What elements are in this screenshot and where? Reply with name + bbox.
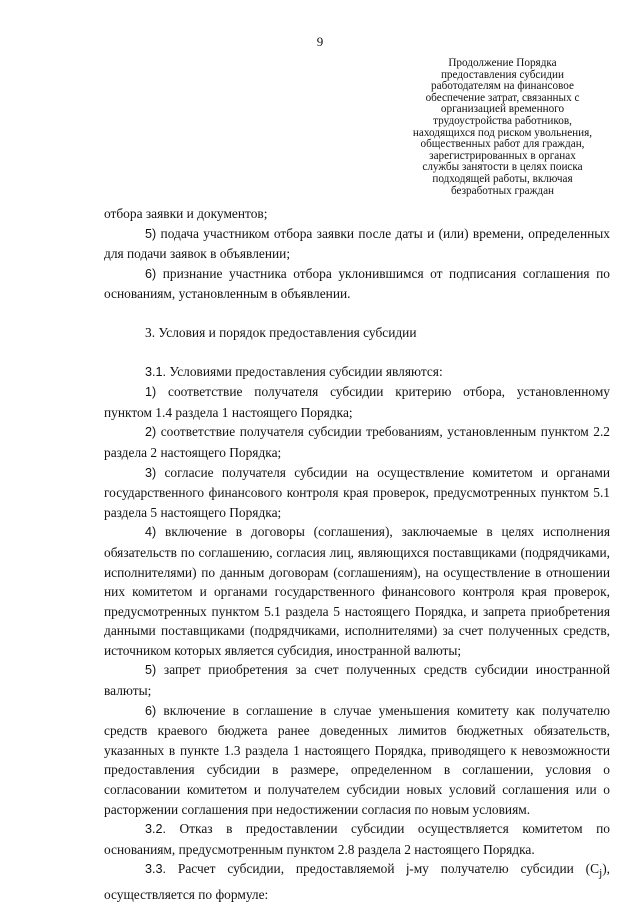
clause-text: -му получателю субсидии (C	[409, 861, 600, 877]
item-number: 4)	[145, 525, 157, 540]
header-line: общественных работ для граждан,	[420, 138, 585, 151]
item-number: 2)	[145, 425, 157, 440]
header-line: подходящей работы, включая	[432, 172, 573, 185]
header-line: работодателям на финансовое	[431, 80, 574, 93]
section-heading-3: 3. Условия и порядок предоставления субсидии	[145, 324, 417, 340]
header-line: организацией временного	[440, 103, 565, 116]
item-number: 3)	[145, 465, 157, 480]
header-line: трудоустройства работников,	[433, 114, 572, 127]
header-line: зарегистрированных в органах	[429, 149, 576, 162]
header-line: предоставления субсидии	[440, 68, 565, 81]
clause-number: 3.1.	[145, 364, 167, 379]
condition-item-6	[104, 701, 610, 820]
item-text: запрет приобретения за счет полученных средств субсидии иностранной валюты;	[104, 662, 610, 699]
header-line: обеспечение затрат, связанных с	[425, 91, 580, 104]
clause-text: Отказ в предоставлении субсидии осуществляется комитетом по основаниям, предусмотренным пунктом 2.8 раздела 2 настоящего Порядка.	[104, 821, 610, 857]
item-number: 1)	[145, 385, 157, 400]
clause-text: Условиями предоставления субсидии являются:	[166, 363, 443, 379]
header-line: Продолжение Порядка	[448, 57, 557, 69]
page-number: 9	[316, 34, 324, 49]
item-text: включение в соглашение в случае уменьшения комитету как получателю средств краевого бюджета ранее доведенных лимитов бюджетных обязательств, указанных в пункте 1.3 раздела 1 настоящего Порядка, приводящего к невозможности предоставления субсидии в размере, определенном в соглашении, условия о согласовании комитетом и получателем субсидии новых условий соглашения или о расторжении соглашения при недостижении согласия по новым условиям.	[104, 702, 610, 817]
item-number: 6)	[145, 266, 157, 281]
item-text: согласие получателя субсидии на осуществление комитетом и органами государственного финансового контроля края проверок, предусмотренных пунктом 5.1 раздела 5 настоящего Порядка;	[104, 464, 610, 520]
item-text: соответствие получателя субсидии критерию отбора, установленному пунктом 1.4 раздела 1 настоящего Порядка;	[104, 384, 610, 420]
item-number: 5)	[145, 226, 157, 241]
condition-item-4	[104, 522, 610, 660]
header-block	[395, 58, 610, 197]
clause-number: 3.3.	[145, 862, 167, 877]
paragraph-text: отбора заявки и документов;	[104, 206, 268, 221]
condition-item-5	[104, 660, 610, 700]
subscript-j: j	[599, 868, 603, 881]
clause-number: 3.2.	[145, 822, 167, 837]
item-text: подача участником отбора заявки после даты и (или) времени, определенных для подачи заявок в объявлении;	[104, 225, 610, 262]
document-body	[104, 204, 610, 904]
condition-item-3	[104, 463, 610, 523]
spacer	[104, 343, 610, 362]
index-j: j	[406, 862, 410, 877]
header-line: находящихся под риском увольнения,	[412, 126, 593, 139]
item-text: включение в договоры (соглашения), заключаемые в целях исполнения обязательств по соглашению, согласия лиц, являющихся поставщиками (подрядчиками, исполнителями) по данным договорам (соглашениям), на осуществление в отношении них комитетом и органами государственного финансового контроля края проверок, предусмотренных пунктом 5.1 раздела 5 настоящего Порядка, и запрета приобретения данными поставщиками (подрядчиками, исполнителями) за счет полученных средств, источником которых является субсидия, иностранной валюты;	[104, 524, 610, 658]
header-line: безработных граждан	[450, 184, 555, 197]
item-text: признание участника отбора уклонившимся от подписания соглашения по основаниям, установленным в объявлении.	[104, 265, 610, 302]
paragraph-continuation	[104, 204, 610, 224]
condition-item-1	[104, 382, 610, 422]
list-item-6	[104, 264, 610, 304]
header-line: службы занятости в целях поиска	[422, 161, 583, 174]
clause-3-2	[104, 819, 610, 859]
spacer	[104, 304, 610, 323]
clause-text: Расчет субсидии, предоставляемой	[166, 861, 407, 877]
clause-3-3	[104, 859, 610, 904]
item-number: 6)	[145, 703, 157, 718]
item-text: соответствие получателя субсидии требованиям, установленным пунктом 2.2 раздела 2 настоящего Порядка;	[104, 424, 610, 460]
clause-3-1	[104, 362, 610, 383]
clause-text: ), осуществляется по формуле:	[104, 861, 610, 902]
condition-item-2	[104, 422, 610, 462]
list-item-5	[104, 224, 610, 264]
item-number: 5)	[145, 663, 157, 678]
